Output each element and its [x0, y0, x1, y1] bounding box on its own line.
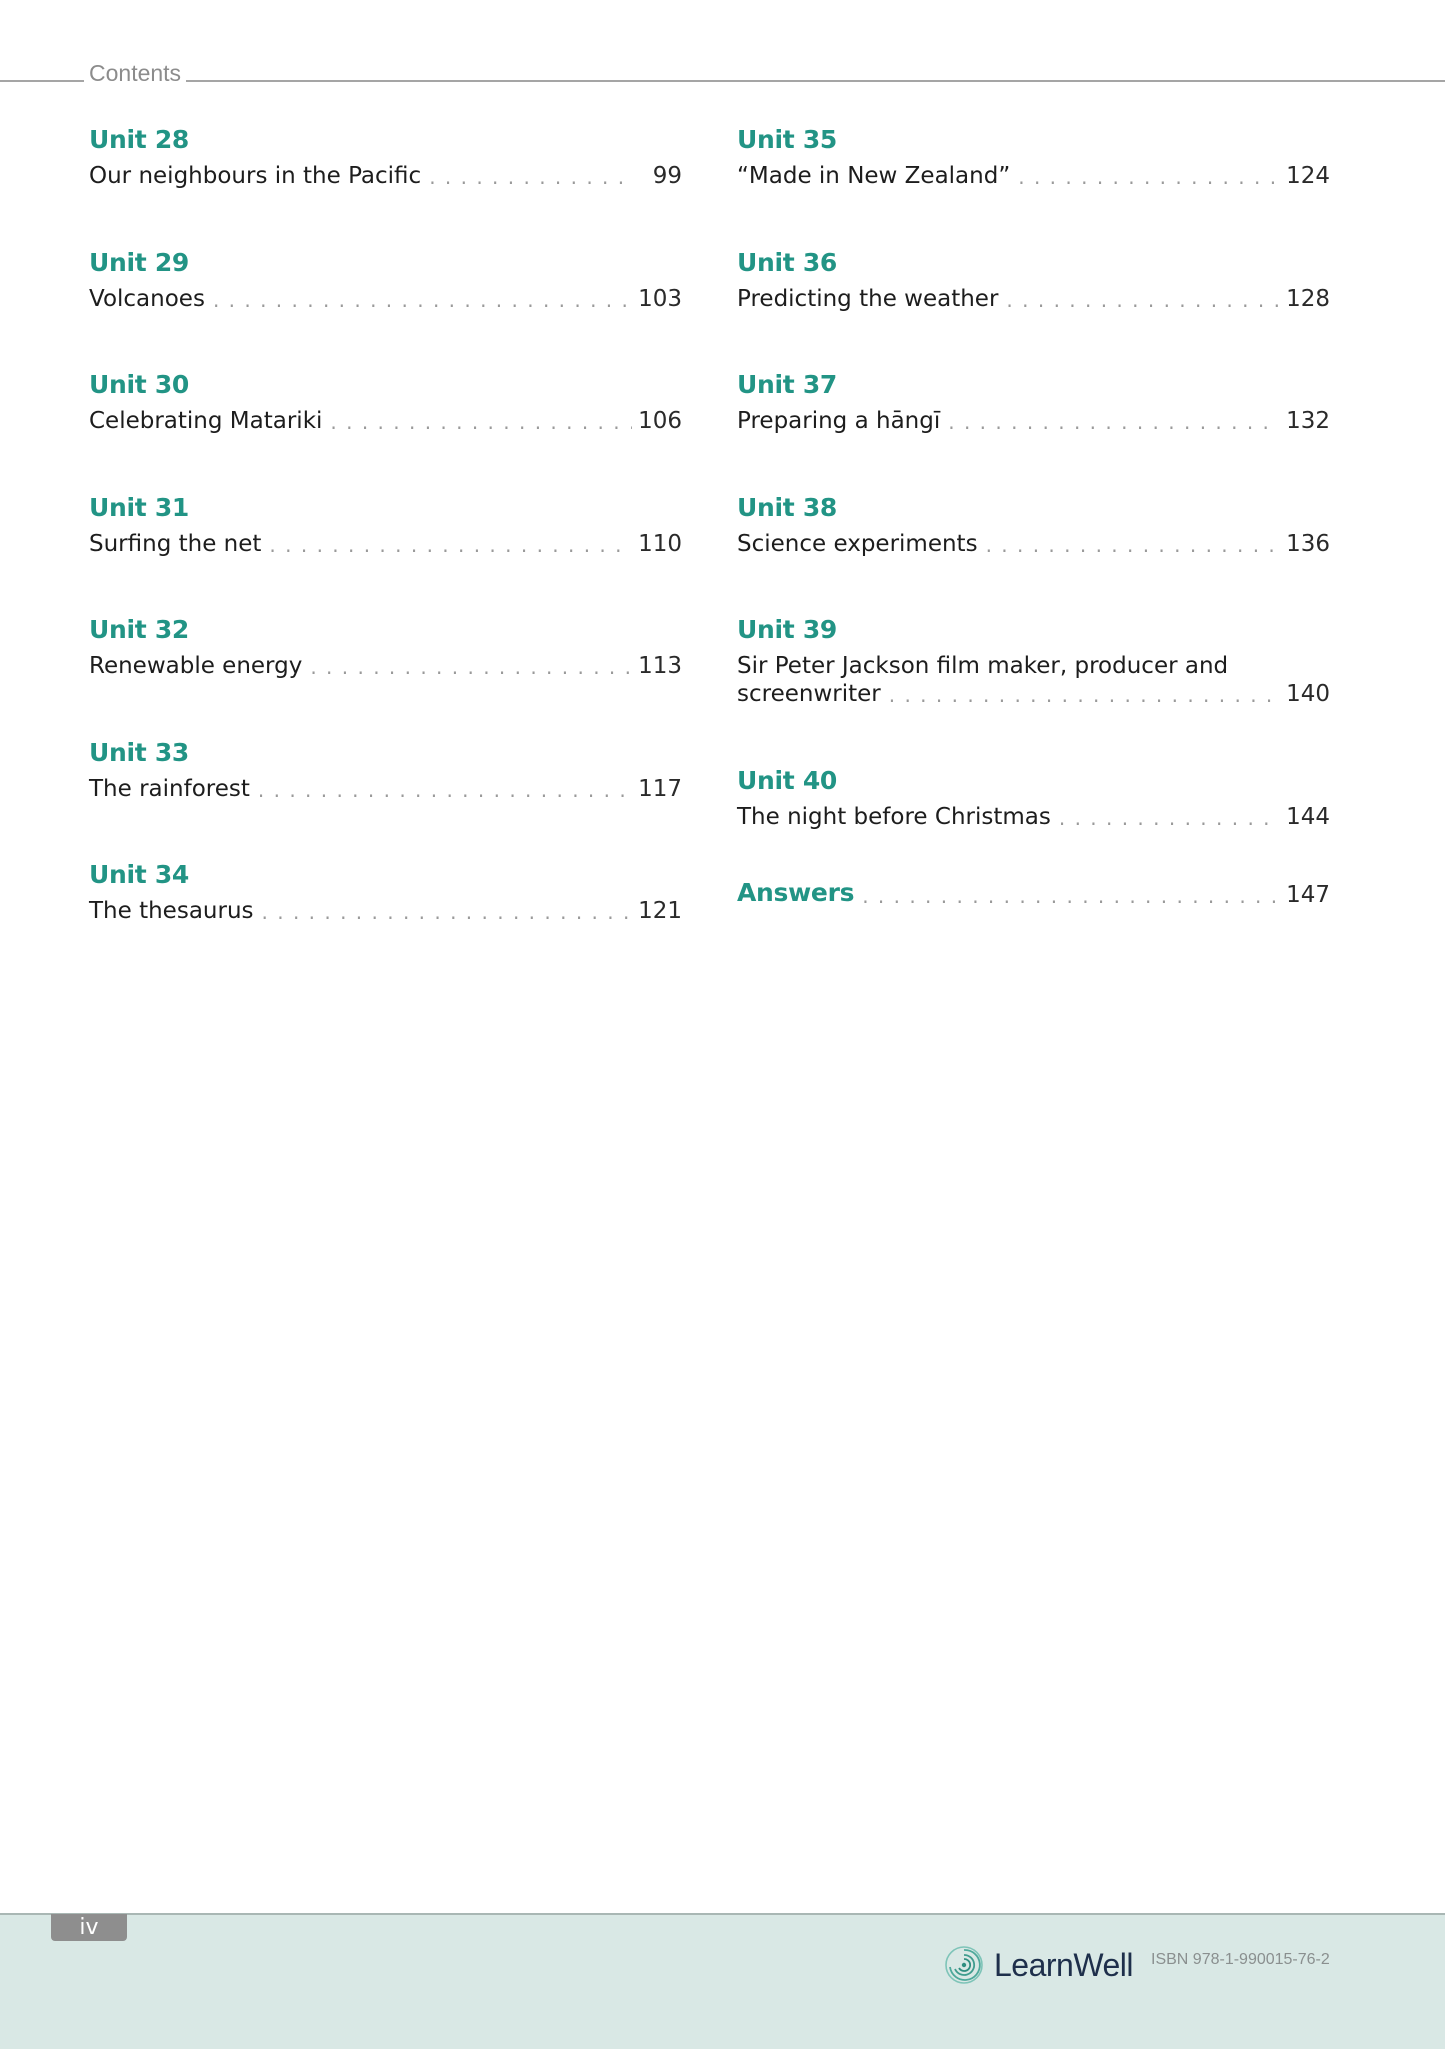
toc-entry-unit-34[interactable] — [89, 857, 682, 980]
toc-entry-unit-37[interactable] — [737, 367, 1330, 490]
dot-leader — [429, 164, 632, 190]
toc-title: Celebrating Matariki — [89, 408, 323, 434]
toc-entry-unit-38[interactable] — [737, 490, 1330, 613]
toc-title: “Made in New Zealand” — [737, 163, 1011, 189]
unit-heading: Unit 33 — [89, 737, 190, 767]
page-number: 121 — [638, 898, 682, 924]
page-number: 117 — [638, 775, 682, 802]
toc-title: Renewable energy — [89, 653, 303, 679]
unit-heading: Unit 32 — [89, 615, 190, 644]
toc-line — [89, 897, 682, 925]
dot-leader — [986, 532, 1280, 558]
toc-line — [737, 680, 1330, 708]
dot-leader — [262, 899, 632, 925]
toc-entry-unit-31[interactable] — [89, 490, 682, 613]
spiral-logo-icon — [944, 1945, 984, 1985]
toc-entry-unit-29[interactable] — [89, 245, 682, 368]
dot-leader — [213, 287, 632, 313]
unit-heading: Unit 34 — [89, 860, 190, 889]
page-number: 106 — [638, 408, 682, 434]
page-number: 136 — [1286, 530, 1330, 557]
dot-leader — [1018, 164, 1280, 190]
unit-heading: Unit 40 — [737, 766, 838, 795]
section-label: Contents — [84, 59, 186, 87]
unit-heading: Unit 29 — [89, 247, 190, 277]
toc-title: Our neighbours in the Pacific — [89, 163, 422, 189]
toc-title: Science experiments — [737, 530, 978, 557]
toc-line — [89, 530, 682, 558]
toc-line — [89, 775, 682, 803]
publisher-name: LearnWell — [994, 1946, 1133, 1983]
page-number: 99 — [652, 163, 682, 189]
toc-line — [737, 803, 1330, 831]
page-number-tab: iv — [51, 1914, 127, 1941]
toc-entry-unit-40[interactable] — [737, 763, 1330, 865]
dot-leader — [330, 409, 632, 435]
toc-entry-unit-32[interactable] — [89, 612, 682, 735]
toc-title: The rainforest — [89, 775, 250, 802]
toc-line — [89, 652, 682, 680]
page-number: 103 — [638, 285, 682, 312]
page-number: 110 — [638, 530, 682, 557]
toc-title: The night before Christmas — [737, 804, 1051, 830]
header-rule — [0, 80, 1445, 82]
toc-entry-answers[interactable] — [737, 875, 1330, 911]
toc-entry-unit-33[interactable] — [89, 735, 682, 858]
answers-heading: Answers — [737, 878, 855, 907]
page-number: 144 — [1286, 804, 1330, 830]
toc-line — [89, 407, 682, 435]
dot-leader — [269, 532, 632, 558]
dot-leader — [310, 654, 632, 680]
toc-line — [737, 407, 1330, 435]
toc-entry-unit-28[interactable] — [89, 122, 682, 245]
dot-leader — [862, 881, 1280, 911]
unit-heading: Unit 36 — [737, 247, 838, 277]
toc-line — [89, 162, 682, 190]
page-number: 132 — [1286, 408, 1330, 434]
page-number: 113 — [638, 653, 682, 679]
dot-leader — [948, 409, 1280, 435]
contents-column-right — [737, 122, 1330, 911]
toc-title: The thesaurus — [89, 898, 254, 924]
toc-title: Surfing the net — [89, 530, 262, 557]
unit-heading: Unit 35 — [737, 125, 838, 154]
toc-title-line-1: Sir Peter Jackson film maker, producer and — [737, 653, 1229, 679]
page-footer — [0, 1913, 1445, 2049]
dot-leader — [258, 777, 632, 803]
toc-line — [89, 285, 682, 313]
toc-line — [737, 162, 1330, 190]
page-number: 128 — [1286, 285, 1330, 312]
contents-column-left — [89, 122, 682, 980]
unit-heading: Unit 31 — [89, 492, 190, 522]
page-number: 147 — [1286, 882, 1330, 908]
toc-entry-unit-36[interactable] — [737, 245, 1330, 368]
unit-heading: Unit 38 — [737, 492, 838, 522]
page-number: 140 — [1286, 681, 1330, 707]
toc-entry-unit-39[interactable] — [737, 612, 1330, 763]
isbn-text: ISBN 978-1-990015-76-2 — [1151, 1951, 1330, 1968]
toc-title: Volcanoes — [89, 285, 205, 312]
publisher-logo — [944, 1942, 1133, 1988]
unit-heading: Unit 37 — [737, 370, 838, 399]
dot-leader — [1059, 805, 1280, 831]
unit-heading: Unit 30 — [89, 370, 190, 399]
unit-heading: Unit 39 — [737, 615, 838, 644]
dot-leader — [889, 682, 1280, 708]
toc-title: Predicting the weather — [737, 285, 999, 312]
toc-line — [737, 530, 1330, 558]
dot-leader — [1006, 287, 1280, 313]
page-number: 124 — [1286, 163, 1330, 189]
toc-title-line-2: screenwriter — [737, 681, 881, 707]
unit-heading: Unit 28 — [89, 125, 190, 154]
toc-entry-unit-35[interactable] — [737, 122, 1330, 245]
toc-line — [737, 285, 1330, 313]
toc-entry-unit-30[interactable] — [89, 367, 682, 490]
toc-title: Preparing a hāngī — [737, 408, 941, 434]
